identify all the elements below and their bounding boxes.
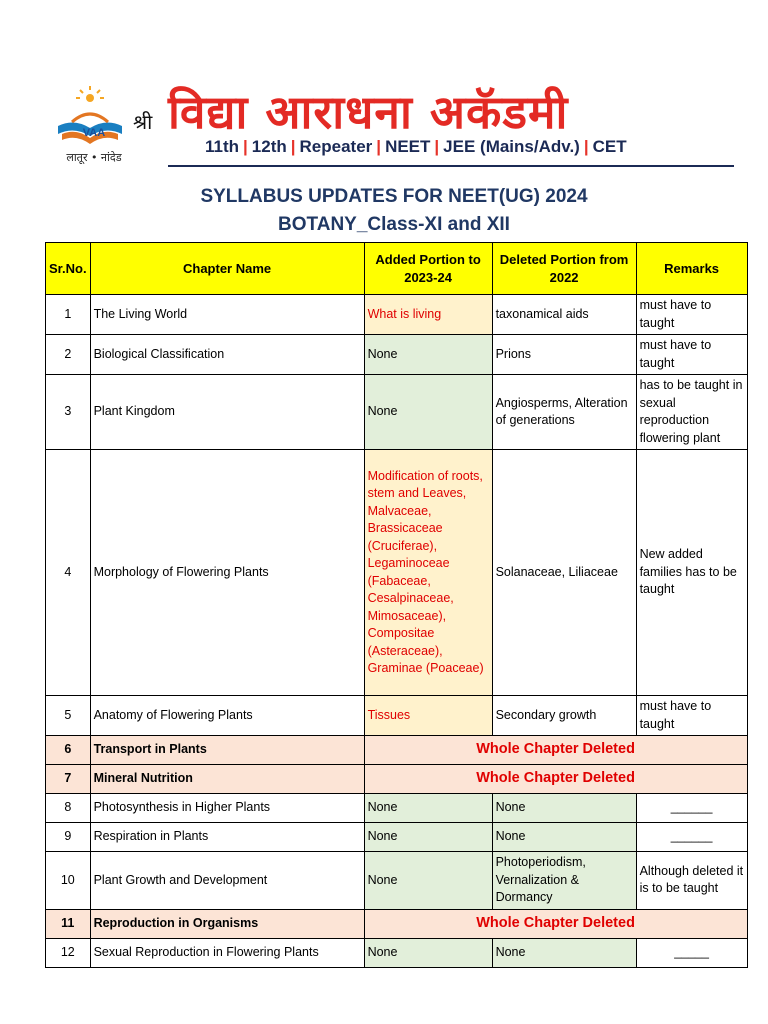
tagline-item: JEE (Mains/Adv.) [443,137,580,156]
shri-prefix: श्री [133,110,153,134]
tagline-item: NEET [385,137,431,156]
tagline-item: Repeater [299,137,373,156]
cell-deleted: Angiosperms, Alteration of generations [492,375,636,450]
header-deleted: Deleted Portion from 2022 [492,243,636,295]
logo-city: लातूर • नांदेड [66,151,122,164]
table-row [46,375,748,450]
page-subtitle: BOTANY_Class-XI and XII [278,214,510,235]
table-row-deleted [46,765,748,794]
page-title: SYLLABUS UPDATES FOR NEET(UG) 2024 [200,186,588,207]
cell-remarks: has to be taught in sexual reproduction flowering plant [636,375,747,450]
cell-chapter: Mineral Nutrition [90,765,364,794]
cell-added: None [364,335,492,375]
tagline-item: CET [592,137,627,156]
cell-remarks: ______ [636,823,747,852]
cell-chapter: The Living World [90,295,364,335]
header-srno: Sr.No. [46,243,91,295]
table-row [46,295,748,335]
cell-deleted: Secondary growth [492,696,636,736]
cell-deleted: Prions [492,335,636,375]
table-row [46,852,748,910]
cell-srno: 9 [46,823,91,852]
cell-chapter: Reproduction in Organisms [90,909,364,938]
tagline: 11th | 12th | Repeater | NEET | JEE (Mains/Adv.) | CET [205,137,627,156]
cell-srno: 4 [46,450,91,696]
cell-added: None [364,938,492,967]
table-row [46,335,748,375]
table-row [46,938,748,967]
cell-deleted: Solanaceae, Liliaceae [492,450,636,696]
cell-added: None [364,794,492,823]
table-row-deleted [46,909,748,938]
cell-srno: 10 [46,852,91,910]
cell-chapter: Photosynthesis in Higher Plants [90,794,364,823]
cell-deleted: taxonamical aids [492,295,636,335]
cell-chapter: Biological Classification [90,335,364,375]
cell-srno: 2 [46,335,91,375]
header-added: Added Portion to 2023-24 [364,243,492,295]
table-row [46,794,748,823]
cell-remarks: must have to taught [636,295,747,335]
cell-deleted: None [492,823,636,852]
cell-added: What is living [364,295,492,335]
header [0,0,768,175]
cell-added: None [364,375,492,450]
cell-srno: 3 [46,375,91,450]
cell-srno: 11 [46,909,91,938]
cell-srno: 6 [46,736,91,765]
syllabus-table [45,242,748,968]
cell-chapter: Transport in Plants [90,736,364,765]
header-chapter: Chapter Name [90,243,364,295]
cell-srno: 5 [46,696,91,736]
tagline-item: 11th [205,137,240,156]
tagline-item: 12th [251,137,287,156]
cell-added: None [364,852,492,910]
cell-remarks: must have to taught [636,696,747,736]
cell-srno: 12 [46,938,91,967]
cell-remarks: _____ [636,938,747,967]
cell-remarks: New added families has to be taught [636,450,747,696]
table-row [46,450,748,696]
cell-chapter: Sexual Reproduction in Flowering Plants [90,938,364,967]
cell-chapter: Plant Kingdom [90,375,364,450]
header-remarks: Remarks [636,243,747,295]
cell-added: None [364,823,492,852]
whole-chapter-deleted: Whole Chapter Deleted [364,909,747,938]
cell-chapter: Plant Growth and Development [90,852,364,910]
cell-added: Tissues [364,696,492,736]
table-row [46,823,748,852]
titles [0,183,768,239]
cell-srno: 8 [46,794,91,823]
cell-srno: 1 [46,295,91,335]
cell-remarks: ______ [636,794,747,823]
cell-remarks: must have to taught [636,335,747,375]
cell-deleted: None [492,794,636,823]
academy-name: विद्या आराधना अकॅडमी [168,85,569,139]
cell-remarks: Although deleted it is to be taught [636,852,747,910]
logo-label: VAA [82,127,106,139]
cell-chapter: Respiration in Plants [90,823,364,852]
cell-srno: 7 [46,765,91,794]
cell-deleted: Photoperiodism, Vernalization & Dormancy [492,852,636,910]
whole-chapter-deleted: Whole Chapter Deleted [364,736,747,765]
whole-chapter-deleted: Whole Chapter Deleted [364,765,747,794]
table-row [46,696,748,736]
cell-chapter: Anatomy of Flowering Plants [90,696,364,736]
table-row-deleted [46,736,748,765]
cell-added: Modification of roots, stem and Leaves, Malvaceae, Brassicaceae (Cruciferae), Legaminoceae (Fabaceae, Cesalpinaceae, Mimosaceae), Compositae (Asteraceae), Graminae (Poaceae) [364,450,492,696]
header-rule [168,165,734,167]
cell-deleted: None [492,938,636,967]
cell-chapter: Morphology of Flowering Plants [90,450,364,696]
